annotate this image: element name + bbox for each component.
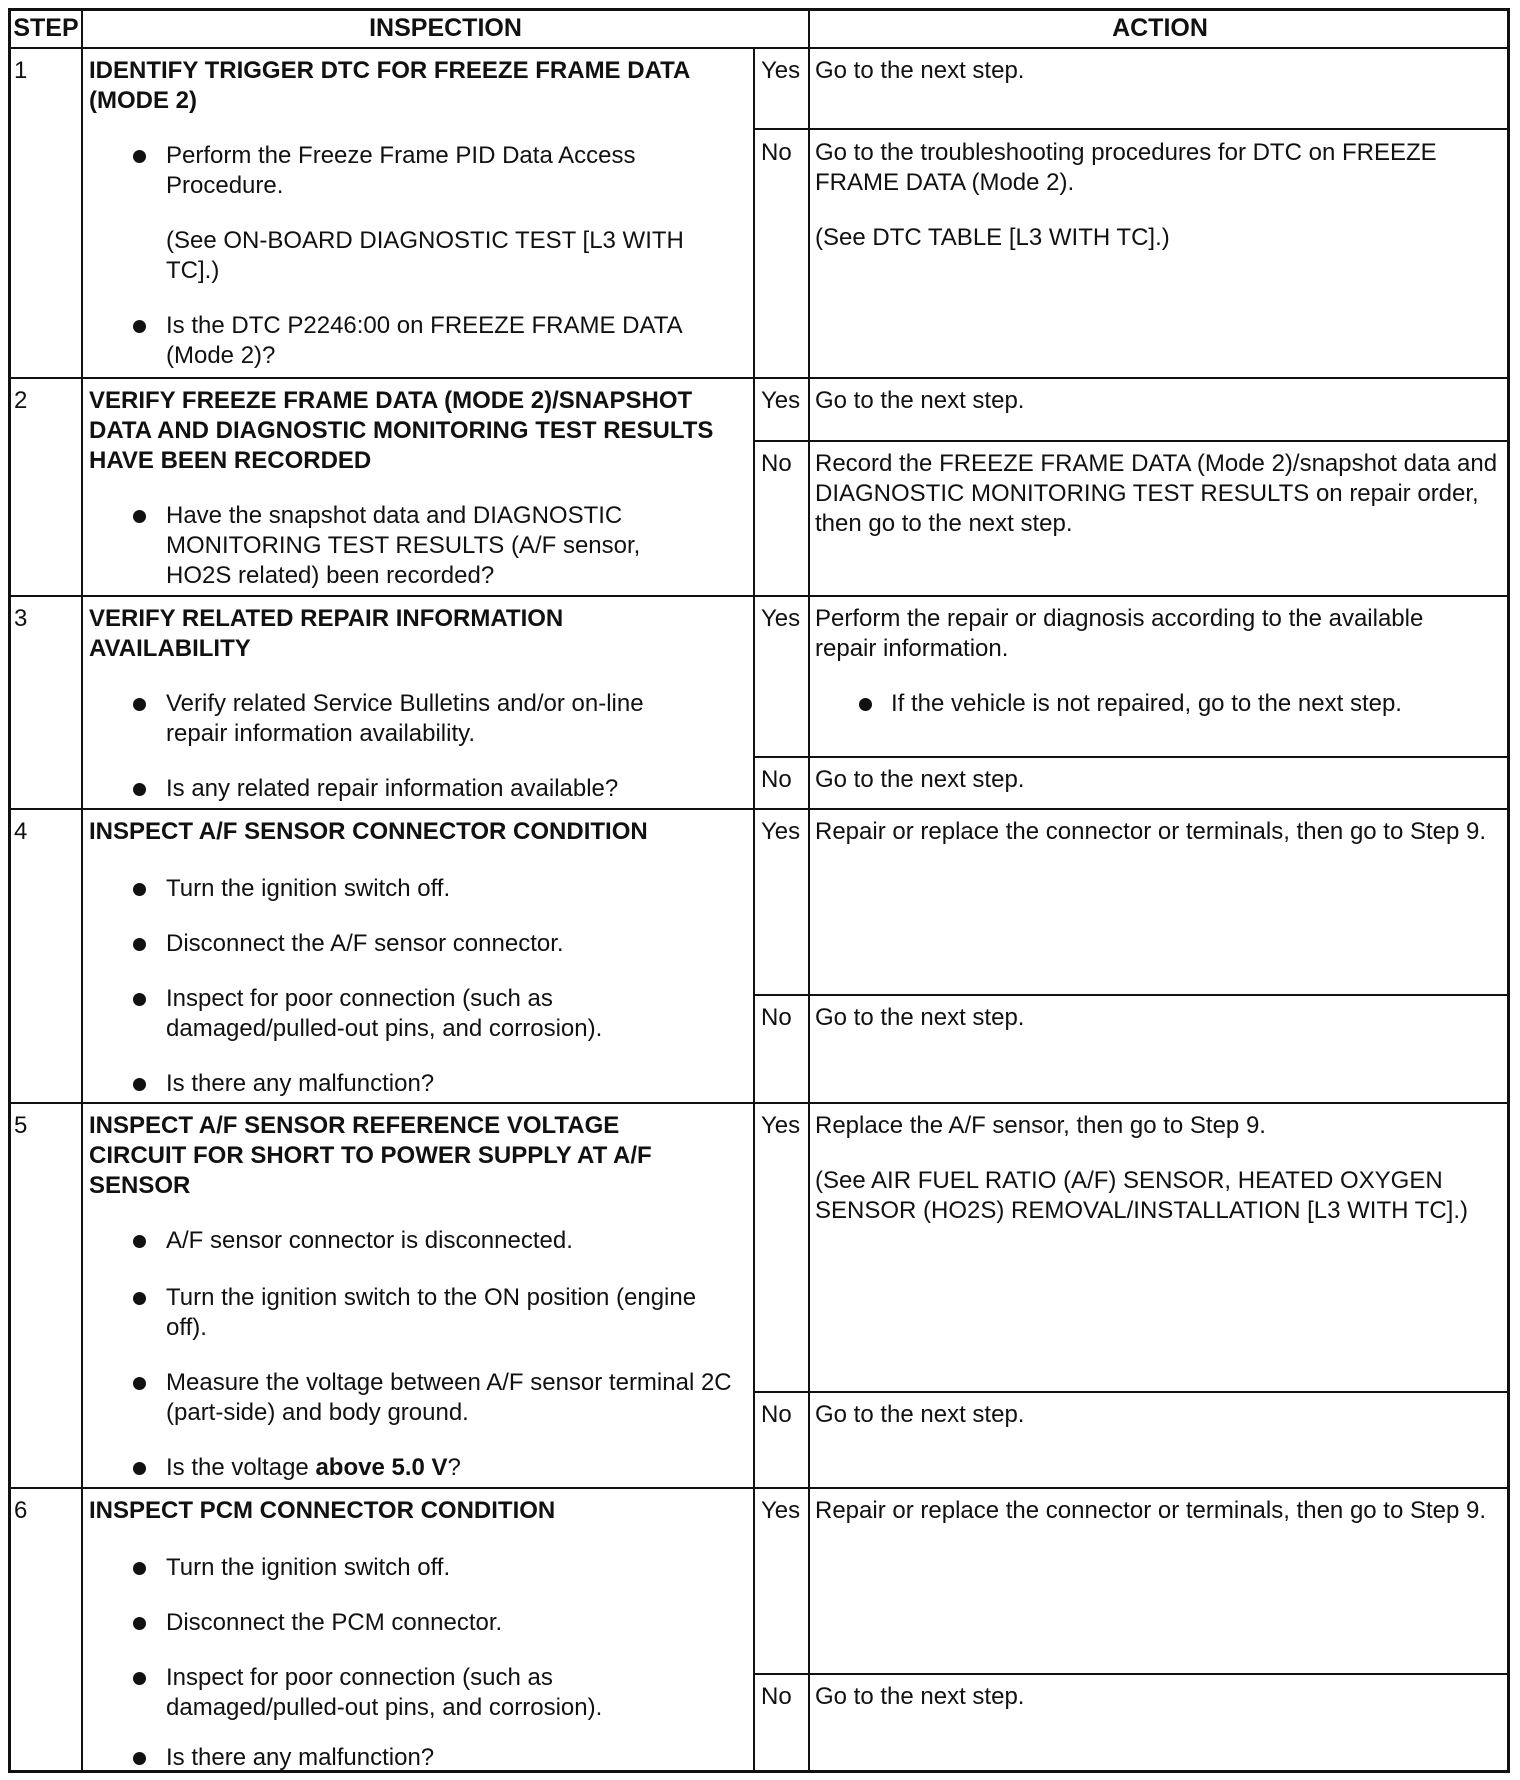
inspection-item: Is there any malfunction? [166,1744,435,1771]
inspection-item [166,1453,736,1483]
yes-label: Yes [761,605,801,632]
no-label: No [761,1401,792,1428]
step-title: VERIFY FREEZE FRAME DATA (MODE 2)/SNAPSHOT DATA AND DIAGNOSTIC MONITORING TEST RESULTS HAVE BEEN RECORDED [89,387,714,474]
step-number: 6 [14,1497,28,1524]
step-number: 1 [14,57,28,84]
inspection-item: Measure the voltage between A/F sensor terminal 2C (part-side) and body ground. [166,1369,732,1426]
yes-action-bullet: If the vehicle is not repaired, go to the next step. [891,690,1402,717]
row-divider [8,808,1510,810]
inspection-item: Is there any malfunction? [166,1070,435,1097]
yes-no-divider [753,756,1510,758]
bullet-icon [133,783,146,796]
inspection-item: Turn the ignition switch off. [166,1554,451,1581]
no-action-reference: (See DTC TABLE [L3 WITH TC].) [815,224,1170,251]
answer-column-divider [753,47,755,1773]
inspection-item: Is any related repair information available? [166,775,619,802]
row-divider [8,377,1510,379]
yes-action: Repair or replace the connector or terminals, then go to Step 9. [815,818,1487,845]
no-label: No [761,1683,792,1710]
bullet-icon [133,510,146,523]
yes-action: Replace the A/F sensor, then go to Step 9. [815,1112,1266,1139]
question-text: Is the voltage [166,1454,316,1481]
bullet-icon [133,150,146,163]
yes-no-divider [753,440,1510,442]
inspection-item: Inspect for poor connection (such as damaged/pulled-out pins, and corrosion). [166,985,603,1042]
step-number: 5 [14,1112,28,1139]
bullet-icon [133,698,146,711]
yes-label: Yes [761,818,801,845]
inspection-item: Perform the Freeze Frame PID Data Access Procedure. [166,142,636,199]
bullet-icon [133,1617,146,1630]
inspection-item: Turn the ignition switch to the ON position (engine off). [166,1284,697,1341]
bullet-icon [133,883,146,896]
no-label: No [761,139,792,166]
step-number: 3 [14,605,28,632]
yes-action: Repair or replace the connector or terminals, then go to Step 9. [815,1497,1487,1524]
inspection-item: Is the DTC P2246:00 on FREEZE FRAME DATA (Mode 2)? [166,312,682,369]
bullet-icon [133,1752,146,1765]
no-action: Go to the next step. [815,1683,1025,1710]
yes-no-divider [753,1391,1510,1393]
bullet-icon [133,1292,146,1305]
bullet-icon [133,320,146,333]
yes-action: Perform the repair or diagnosis according to the available repair information. [815,605,1424,662]
yes-action-reference: (See AIR FUEL RATIO (A/F) SENSOR, HEATED OXYGEN SENSOR (HO2S) REMOVAL/INSTALLATION [L3 WITH TC].) [815,1167,1468,1224]
bullet-icon [133,1377,146,1390]
yes-label: Yes [761,1112,801,1139]
bullet-icon [133,1462,146,1475]
bullet-icon [133,1078,146,1091]
row-divider [8,1102,1510,1104]
bullet-icon [133,1235,146,1248]
header-step: STEP [13,14,79,42]
yes-action: Go to the next step. [815,387,1025,414]
no-label: No [761,1004,792,1031]
bullet-icon [133,993,146,1006]
step-title: INSPECT A/F SENSOR REFERENCE VOLTAGE CIRCUIT FOR SHORT TO POWER SUPPLY AT A/F SENSOR [89,1112,652,1199]
bullet-icon [133,1562,146,1575]
no-action: Go to the troubleshooting procedures for DTC on FREEZE FRAME DATA (Mode 2). [815,139,1437,196]
row-divider [8,1487,1510,1489]
inspection-item: Have the snapshot data and DIAGNOSTIC MONITORING TEST RESULTS (A/F sensor, HO2S related) been recorded? [166,502,641,589]
step-title: INSPECT PCM CONNECTOR CONDITION [89,1497,556,1524]
inspection-reference: (See ON-BOARD DIAGNOSTIC TEST [L3 WITH TC].) [166,227,684,284]
question-mark: ? [447,1454,461,1481]
bullet-icon [133,1672,146,1685]
action-column-divider [808,8,810,1773]
yes-label: Yes [761,387,801,414]
inspection-item: Verify related Service Bulletins and/or on-line repair information availability. [166,690,644,747]
yes-no-divider [753,994,1510,996]
inspection-item: Inspect for poor connection (such as damaged/pulled-out pins, and corrosion). [166,1664,603,1721]
no-action: Go to the next step. [815,766,1025,793]
no-action: Record the FREEZE FRAME DATA (Mode 2)/snapshot data and DIAGNOSTIC MONITORING TEST RESULTS on repair order, then go to the next step. [815,450,1498,537]
step-number: 4 [14,818,28,845]
step-title: IDENTIFY TRIGGER DTC FOR FREEZE FRAME DATA (MODE 2) [89,57,690,114]
inspection-item: Disconnect the A/F sensor connector. [166,930,564,957]
yes-action: Go to the next step. [815,57,1025,84]
yes-no-divider [753,128,1510,130]
step-title: INSPECT A/F SENSOR CONNECTOR CONDITION [89,818,648,845]
yes-no-divider [753,1673,1510,1675]
inspection-item: A/F sensor connector is disconnected. [166,1227,573,1254]
header-inspection: INSPECTION [369,14,522,42]
no-action: Go to the next step. [815,1004,1025,1031]
no-action: Go to the next step. [815,1401,1025,1428]
step-title: VERIFY RELATED REPAIR INFORMATION AVAILABILITY [89,605,564,662]
spec-value: above 5.0 V [315,1454,448,1481]
bullet-icon [133,938,146,951]
step-number: 2 [14,387,28,414]
inspection-item: Turn the ignition switch off. [166,875,451,902]
no-label: No [761,450,792,477]
inspection-item: Disconnect the PCM connector. [166,1609,503,1636]
yes-label: Yes [761,1497,801,1524]
header-divider [8,47,1510,49]
header-action: ACTION [1112,14,1208,42]
bullet-icon [859,698,872,711]
yes-label: Yes [761,57,801,84]
no-label: No [761,766,792,793]
row-divider [8,595,1510,597]
step-column-divider [81,8,83,1773]
